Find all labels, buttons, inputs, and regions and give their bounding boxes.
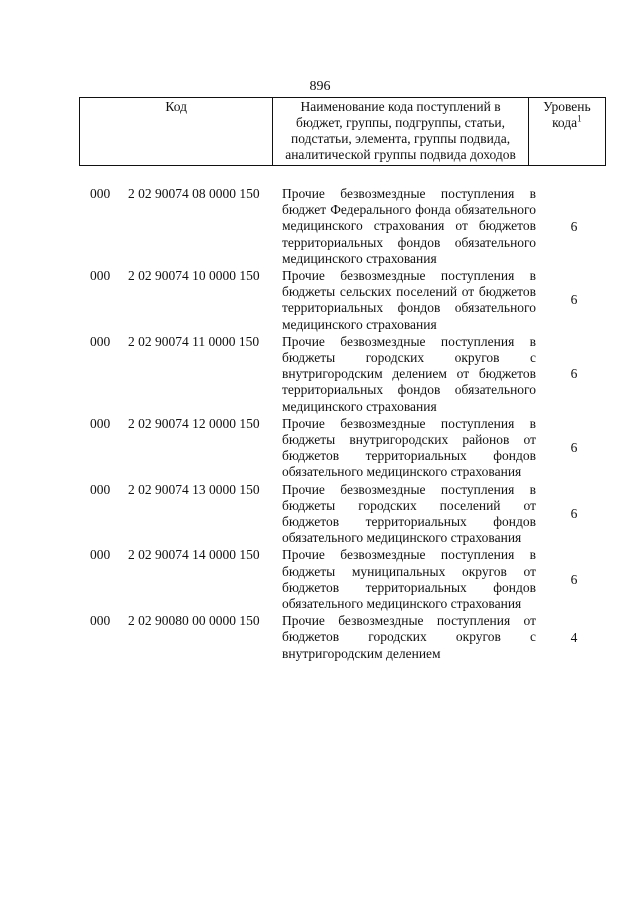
- income-code: 2 02 90074 10 0000 150: [128, 268, 260, 284]
- admin-code: 000: [90, 415, 111, 431]
- table-body: [79, 186, 606, 662]
- table-row: [79, 334, 606, 415]
- code-level: 6: [570, 366, 578, 382]
- table-row: [79, 268, 606, 333]
- admin-code: 000: [90, 268, 111, 284]
- income-code: 2 02 90080 00 0000 150: [128, 613, 260, 629]
- income-code: 2 02 90074 12 0000 150: [128, 415, 260, 431]
- code-level: 6: [570, 440, 578, 456]
- income-code: 2 02 90074 13 0000 150: [128, 481, 260, 497]
- income-name: Прочие безвозмездные поступления в бюджет Федерального фонда обязательного медицинского страхования от бюджетов территориальных фондов обязательного медицинского страхования: [282, 186, 536, 266]
- income-name: Прочие безвозмездные поступления от бюджетов городских округов с внутригородским делением: [282, 613, 536, 661]
- code-level: 4: [570, 629, 578, 645]
- table-row: [79, 416, 606, 481]
- income-name: Прочие безвозмездные поступления в бюджеты городских поселений от бюджетов территориальных фондов обязательного медицинского страхования: [282, 481, 536, 546]
- income-code: 2 02 90074 14 0000 150: [128, 547, 260, 563]
- header-code-label: Код: [165, 99, 187, 114]
- income-name: Прочие безвозмездные поступления в бюджеты муниципальных округов от бюджетов территориальных фондов обязательного медицинского страхования: [282, 547, 536, 612]
- admin-code: 000: [90, 613, 111, 629]
- code-level: 6: [570, 505, 578, 521]
- income-code: 2 02 90074 11 0000 150: [128, 333, 260, 349]
- admin-code: 000: [90, 481, 111, 497]
- table-row: [79, 482, 606, 547]
- income-name: Прочие безвозмездные поступления в бюджеты внутригородских районов от бюджетов территориальных фондов обязательного медицинского страхования: [282, 415, 536, 480]
- income-code: 2 02 90074 08 0000 150: [128, 186, 260, 201]
- table-row: [79, 186, 606, 267]
- table-row: [79, 547, 606, 612]
- income-name: Прочие безвозмездные поступления в бюджеты сельских поселений от бюджетов территориальных фондов обязательного медицинского страхования: [282, 268, 536, 332]
- header-code-cell: [80, 98, 273, 166]
- footnote-marker: 1: [577, 113, 582, 124]
- admin-code: 000: [90, 333, 111, 349]
- code-level: 6: [570, 292, 578, 308]
- income-name: Прочие безвозмездные поступления в бюджеты городских округов с внутригородским делением от бюджетов территориальных фондов обязательного медицинского страхования: [282, 333, 536, 414]
- header-name-label: Наименование кода поступлений в бюджет, группы, подгруппы, статьи, подстатьи, элемента, группы подвида, аналитической группы подвида доходов: [285, 99, 516, 162]
- page-number: 896: [309, 79, 331, 94]
- code-level: 6: [570, 571, 578, 587]
- header-level-cell: [528, 98, 605, 166]
- table-header: [79, 97, 606, 166]
- header-name-cell: [273, 98, 528, 166]
- admin-code: 000: [90, 547, 111, 563]
- admin-code: 000: [90, 186, 111, 201]
- code-level: 6: [570, 218, 578, 234]
- table-row: [79, 613, 606, 662]
- header-level-label: Уровень кода: [543, 99, 591, 130]
